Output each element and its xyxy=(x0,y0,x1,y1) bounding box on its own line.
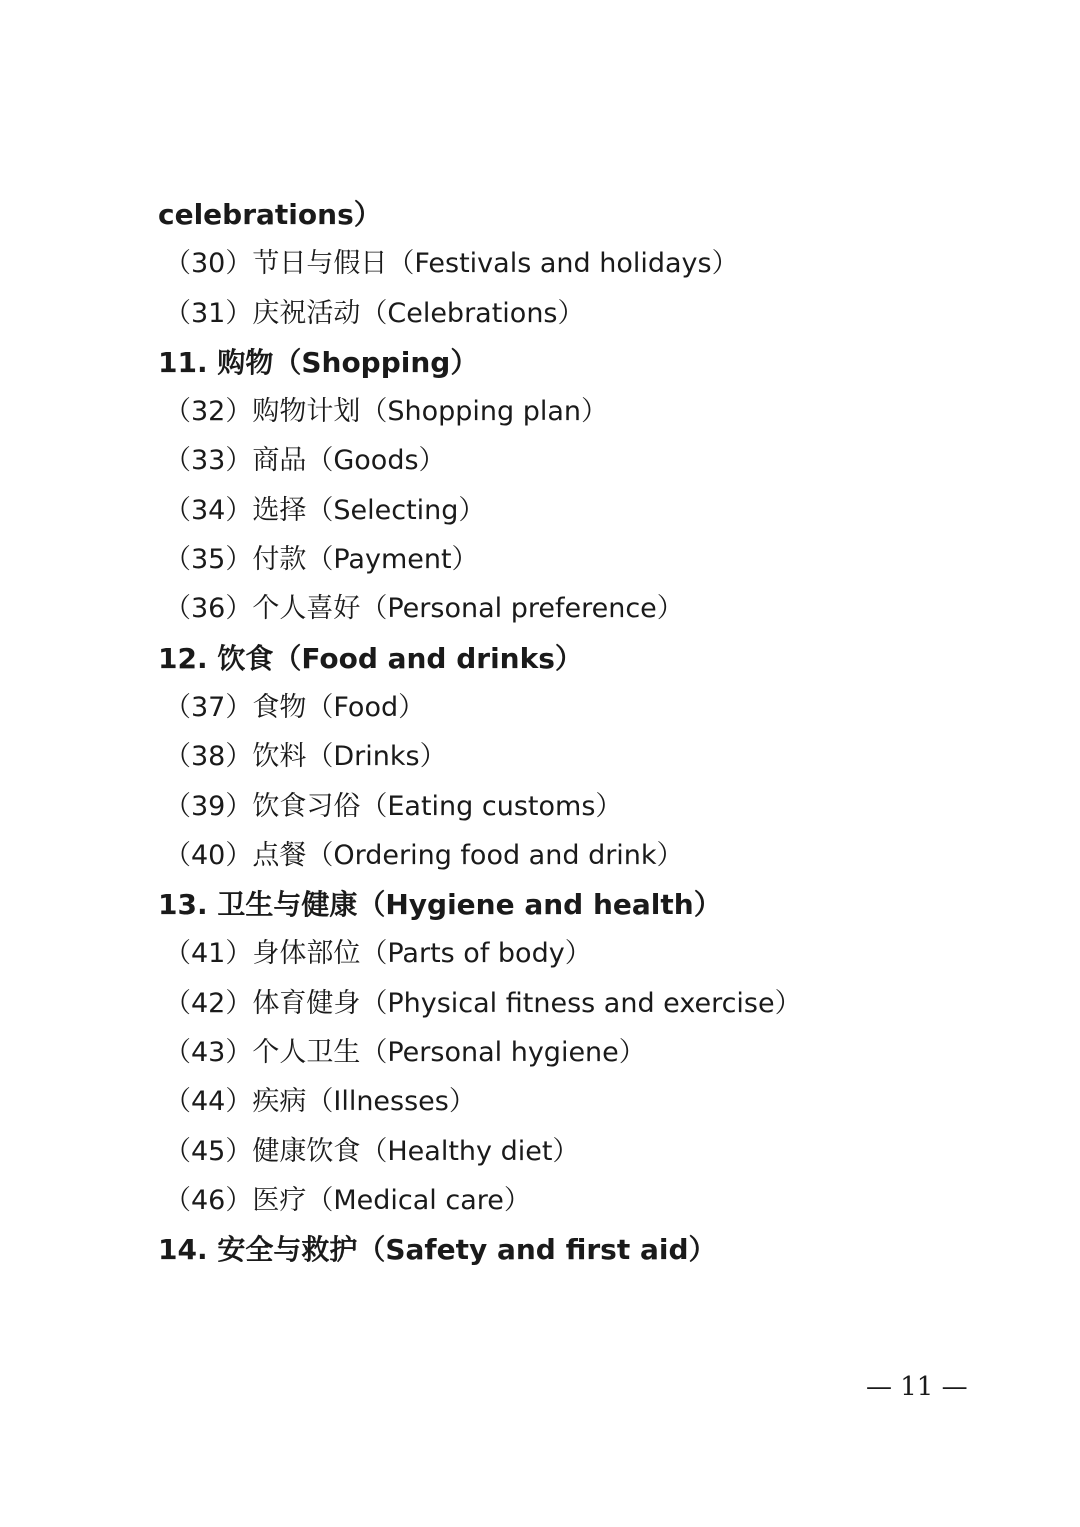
section-heading-14: 14. 安全与救护（Safety and first aid） xyxy=(158,1233,717,1267)
continuation-line: celebrations） xyxy=(158,198,382,231)
list-item-46: （46）医疗（Medical care） xyxy=(164,1184,531,1216)
outline-list xyxy=(158,190,1038,1275)
list-item-39: （39）饮食习俗（Eating customs） xyxy=(164,790,623,822)
section-heading-11: 11. 购物（Shopping） xyxy=(158,345,479,379)
list-item-42: （42）体育健身（Physical fitness and exercise） xyxy=(164,987,802,1019)
page-number: — 11 — xyxy=(866,1372,968,1402)
list-item-43: （43）个人卫生（Personal hygiene） xyxy=(164,1037,646,1069)
list-item-35: （35）付款（Payment） xyxy=(164,544,479,576)
list-item-36: （36）个人喜好（Personal preference） xyxy=(164,593,684,625)
list-item-41: （41）身体部位（Parts of body） xyxy=(164,938,592,970)
list-item-33: （33）商品（Goods） xyxy=(164,445,446,477)
list-item-37: （37）食物（Food） xyxy=(164,691,426,723)
list-item-40: （40）点餐（Ordering food and drink） xyxy=(164,839,684,871)
list-item-31: （31）庆祝活动（Celebrations） xyxy=(164,297,585,329)
list-item-45: （45）健康饮食（Healthy diet） xyxy=(164,1135,580,1167)
list-item-30: （30）节日与假日（Festivals and holidays） xyxy=(164,248,739,280)
list-item-44: （44）疾病（Illnesses） xyxy=(164,1086,476,1118)
list-item-32: （32）购物计划（Shopping plan） xyxy=(164,396,609,428)
section-heading-12: 12. 饮食（Food and drinks） xyxy=(158,641,583,675)
list-item-38: （38）饮料（Drinks） xyxy=(164,741,447,773)
section-heading-13: 13. 卫生与健康（Hygiene and health） xyxy=(158,888,722,922)
list-item-34: （34）选择（Selecting） xyxy=(164,494,486,526)
